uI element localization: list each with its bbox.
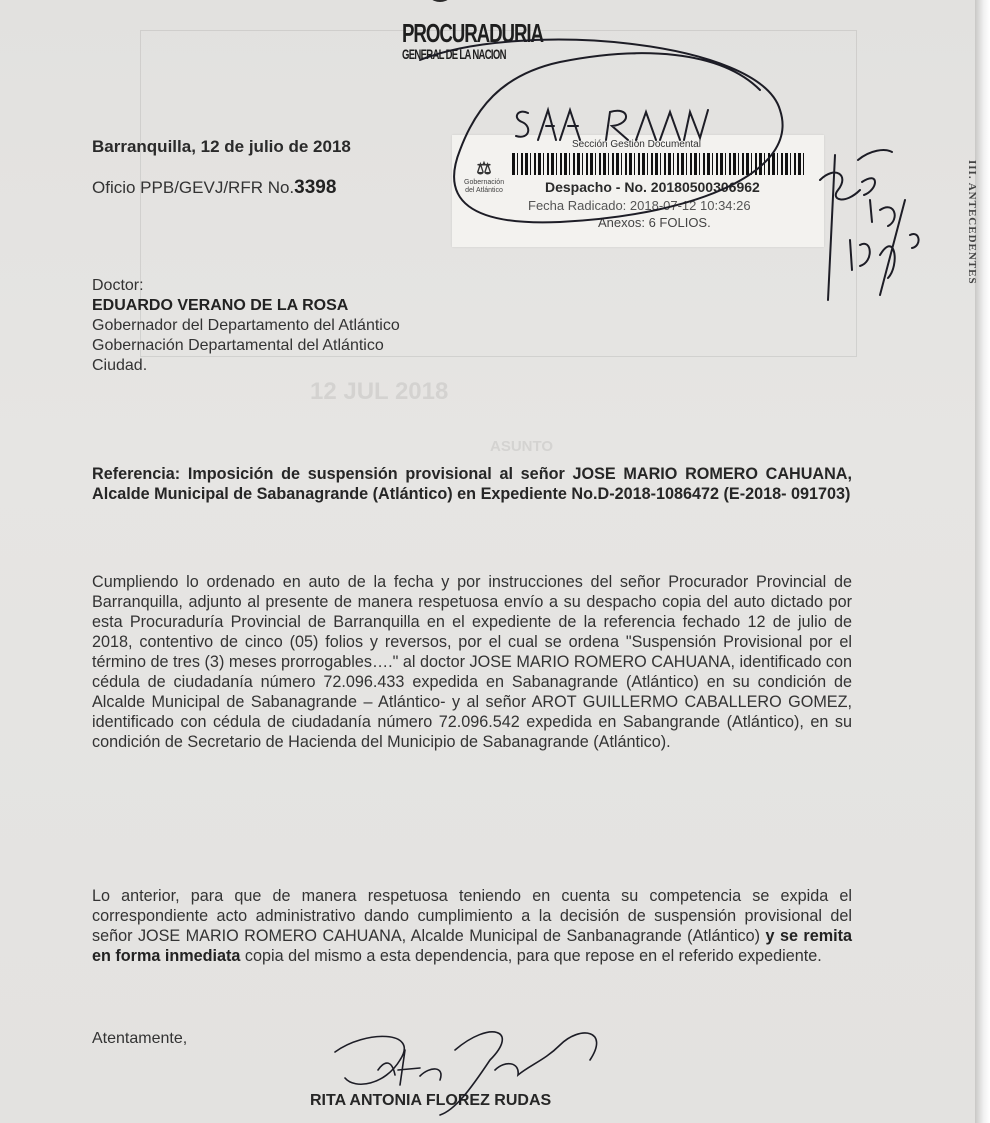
- recipient-block: [92, 276, 400, 376]
- body-paragraph-1: Cumpliendo lo ordenado en auto de la fecha y por instrucciones del señor Procurador Provincial de Barranquilla, adjunto al presente de manera respetuosa envío a su despacho copia del auto dictado por esta Procuraduría Provincial de Barranquilla en el expediente de la referencia fechado 12 de julio de 2018, contentivo de cinco (05) folios y reversos, por el cual se ordena "Suspensión Provisional por el término de tres (3) meses prorrogables…." al doctor JOSE MARIO ROMERO CAHUANA, identificado con cédula de ciudadanía número 72.096.433 expedida en Sabanagrande (Atlántico) en su condición de Alcalde Municipal de Sabanagrande – Atlántico- y al señor AROT GUILLERMO CABALLERO GOMEZ, identificado con cédula de ciudadanía número 72.096.542 expedida en Sabangrande (Atlántico), en su condición de Secretario de Hacienda del Municipio de Sabanagrande (Atlántico).: [92, 573, 852, 751]
- coat-of-arms-icon: ⚖: [476, 159, 492, 178]
- logo-caption-2: del Atlántico: [465, 187, 503, 194]
- recipient-entity: Gobernación Departamental del Atlántico: [92, 337, 384, 354]
- paragraph-2-start: Lo anterior, para que de manera respetuosa teniendo en cuenta su competencia se expida el correspondiente acto administrativo dando cumplimiento a la decisión de suspensión provisional del señor JOSE MARIO ROMERO CAHUANA, Alcalde Municipal de Sanbanagrande (Atlántico): [92, 887, 852, 945]
- recipient-city: Ciudad.: [92, 357, 148, 374]
- letterhead-title: PROCURADURIA: [402, 18, 543, 48]
- valediction: Atentamente,: [92, 1030, 188, 1047]
- margin-note: III. ANTECEDENTES: [966, 160, 978, 285]
- paragraph-2-emphasis: y se remita en forma inmediata: [92, 927, 852, 965]
- stamp-anexos: Anexos: 6 FOLIOS.: [598, 215, 711, 230]
- recipient-salutation: Doctor:: [92, 277, 144, 294]
- barcode: [512, 153, 806, 175]
- stamp-section: Sección Gestión Documental: [572, 139, 701, 150]
- bleed-through-heading: ASUNTO: [490, 438, 554, 455]
- place-date: Barranquilla, 12 de julio de 2018: [92, 137, 351, 156]
- oficio-prefix: Oficio PPB/GEVJ/RFR No.: [92, 178, 295, 197]
- logo-caption-1: Gobernación: [464, 179, 505, 186]
- oficio-number: 3398: [294, 177, 337, 198]
- oficio-reference: [92, 177, 336, 199]
- paragraph-2-end: copia del mismo a esta dependencia, para que repose en el referido expediente.: [240, 947, 822, 965]
- receipt-stamp: [452, 135, 824, 247]
- stamp-fecha-radicado: Fecha Radicado: 2018-07-12 10:34:26: [528, 198, 751, 213]
- letterhead-emblem-icon: [425, 0, 455, 2]
- body-paragraph-2: [92, 886, 852, 966]
- letterhead-subtitle: GENERAL DE LA NACION: [402, 46, 506, 62]
- signer-name: RITA ANTONIA FLOREZ RUDAS: [310, 1092, 552, 1109]
- bleed-through-date-stamp: 12 JUL 2018: [310, 378, 449, 405]
- stamp-despacho-number: Despacho - No. 20180500306962: [545, 179, 760, 195]
- recipient-position: Gobernador del Departamento del Atlántico: [92, 317, 400, 334]
- gobernacion-logo: [464, 159, 504, 195]
- reference-line: Referencia: Imposición de suspensión provisional al señor JOSE MARIO ROMERO CAHUANA, Alcalde Municipal de Sabanagrande (Atlántico) en Expediente No.D-2018-1086472 (E-2018- 091703): [92, 465, 852, 503]
- recipient-name: EDUARDO VERANO DE LA ROSA: [92, 297, 349, 314]
